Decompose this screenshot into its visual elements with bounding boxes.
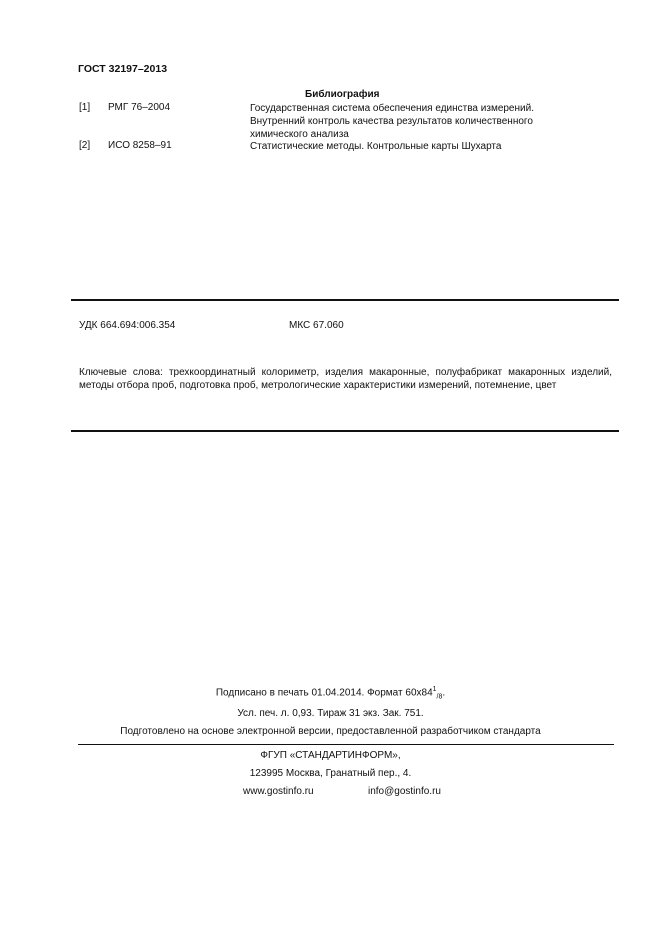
print-info: Усл. печ. л. 0,93. Тираж 31 экз. Зак. 751.: [237, 708, 424, 719]
bibliography-entry-line: Внутренний контроль качества результатов количественного: [250, 116, 533, 127]
keywords: Ключевые слова: трехкоординатный колориметр, изделия макаронные, полуфабрикат макаронных изделий, методы отбора проб, подготовка проб, метрологические характеристики измерений, потемнение, цвет: [79, 367, 612, 391]
email-link[interactable]: info@gostinfo.ru: [368, 786, 441, 797]
bibliography-entry-description: [250, 102, 534, 141]
bibliography-entry-line: химического анализа: [250, 129, 349, 140]
imprint-divider: [78, 744, 614, 745]
website-link[interactable]: www.gostinfo.ru: [243, 786, 314, 797]
bibliography-entry-document: ИСО 8258–91: [108, 140, 172, 151]
bibliography-entry-description: [250, 140, 501, 153]
bottom-divider: [71, 430, 619, 432]
bibliography-entry-number: [1]: [79, 102, 91, 113]
bibliography-entry-number: [2]: [79, 140, 91, 151]
bibliography-entry-line: Государственная система обеспечения единства измерений.: [250, 103, 534, 114]
udk-code: УДК 664.694:006.354: [79, 320, 176, 331]
top-divider: [71, 299, 619, 301]
format-denominator: /8: [436, 693, 443, 701]
standard-code: ГОСТ 32197–2013: [78, 63, 168, 75]
signed-for-print: [0, 686, 661, 700]
bibliography-entry-document: РМГ 76–2004: [108, 102, 171, 113]
mks-code: МКС 67.060: [289, 320, 344, 331]
publisher-name: ФГУП «СТАНДАРТИНФОРМ»,: [260, 750, 401, 761]
signed-suffix: .: [442, 687, 446, 699]
bibliography-entry-line: Статистические методы. Контрольные карты Шухарта: [250, 141, 502, 152]
prepared-note: Подготовлено на основе электронной версии, предоставленной разработчиком стандарта: [120, 726, 541, 737]
bibliography-title: Библиография: [305, 89, 380, 100]
publisher-address: 123995 Москва, Гранатный пер., 4.: [249, 768, 412, 779]
signed-prefix: Подписано в печать 01.04.2014. Формат 60x84: [215, 687, 433, 699]
format-numerator: 1: [432, 686, 437, 693]
